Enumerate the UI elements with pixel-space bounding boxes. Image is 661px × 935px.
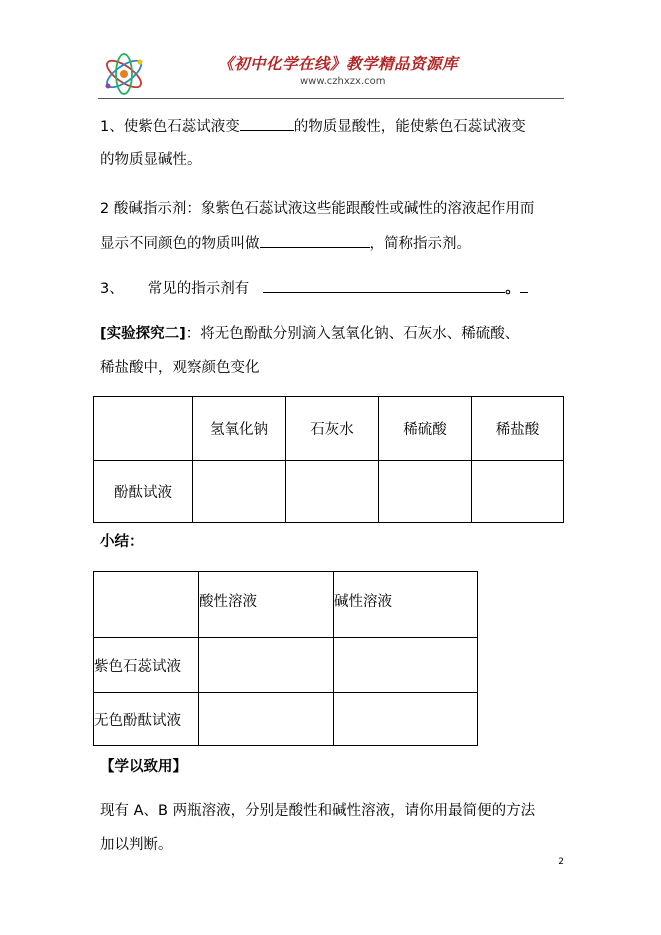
table-header: 氢氧化钠 xyxy=(193,397,286,461)
atom-logo-icon xyxy=(100,50,148,98)
table-cell[interactable] xyxy=(286,461,379,523)
q3-text: 常见的指示剂有 xyxy=(147,281,250,297)
apply-line1: 现有 A、B 两瓶溶液，分别是酸性和碱性溶液，请你用最简便的方法 xyxy=(100,803,536,819)
table-row xyxy=(94,461,564,523)
q1-blank[interactable] xyxy=(240,116,294,131)
experiment-line2: 稀盐酸中，观察颜色变化 xyxy=(100,360,260,376)
table-header-row xyxy=(94,397,564,461)
table-cell[interactable] xyxy=(472,461,564,523)
table-header: 石灰水 xyxy=(286,397,379,461)
table-cell xyxy=(94,572,199,638)
table-cell[interactable] xyxy=(379,461,472,523)
table-header: 酸性溶液 xyxy=(199,572,334,638)
table-header: 稀硫酸 xyxy=(379,397,472,461)
q3-end: 。 xyxy=(505,281,520,297)
table-header: 碱性溶液 xyxy=(334,572,478,638)
q3-blank[interactable] xyxy=(263,278,505,293)
q1-line2: 的物质显碱性。 xyxy=(100,152,202,168)
experiment-line1 xyxy=(100,324,519,344)
q3-number: 3、 xyxy=(100,281,124,297)
table-cell xyxy=(94,397,193,461)
q1-line1 xyxy=(100,116,526,137)
table-row xyxy=(94,638,478,693)
q2-blank[interactable] xyxy=(260,233,370,248)
experiment-text: ：将无色酚酞分别滴入氢氧化钠、石灰水、稀硫酸、 xyxy=(185,326,520,342)
table-cell[interactable] xyxy=(199,693,334,746)
row-label: 无色酚酞试液 xyxy=(94,693,199,746)
table-cell[interactable] xyxy=(334,693,478,746)
q1-text-a: 1、使紫色石蕊试液变 xyxy=(100,119,240,135)
table-cell[interactable] xyxy=(193,461,286,523)
q2-line2 xyxy=(100,233,471,254)
apply-line2: 加以判断。 xyxy=(100,837,173,853)
header-title: 《初中化学在线》教学精品资源库 xyxy=(218,54,459,73)
table-row xyxy=(94,693,478,746)
table-cell[interactable] xyxy=(199,638,334,693)
table-cell[interactable] xyxy=(334,638,478,693)
indicator-table xyxy=(93,396,564,523)
experiment-label: [实验探究二] xyxy=(100,326,186,342)
summary-table xyxy=(93,571,478,746)
q2-text-a: 显示不同颜色的物质叫做 xyxy=(100,236,260,252)
apply-label: 【学以致用】 xyxy=(100,759,187,775)
row-label: 紫色石蕊试液 xyxy=(94,638,199,693)
q2-text-b: ，简称指示剂。 xyxy=(369,236,471,252)
summary-label: 小结： xyxy=(100,534,144,550)
q2-line1: 2 酸碱指示剂：象紫色石蕊试液这些能跟酸性或碱性的溶液起作用而 xyxy=(100,201,535,217)
table-header-row xyxy=(94,572,478,638)
q1-text-b: 的物质显酸性，能使紫色石蕊试液变 xyxy=(293,119,526,135)
page-number: 2 xyxy=(558,857,564,867)
q3-line xyxy=(100,278,528,299)
header-divider xyxy=(98,98,564,99)
header-url: www.czhxzx.com xyxy=(300,76,386,87)
table-header: 稀盐酸 xyxy=(472,397,564,461)
row-label: 酚酞试液 xyxy=(94,461,193,523)
